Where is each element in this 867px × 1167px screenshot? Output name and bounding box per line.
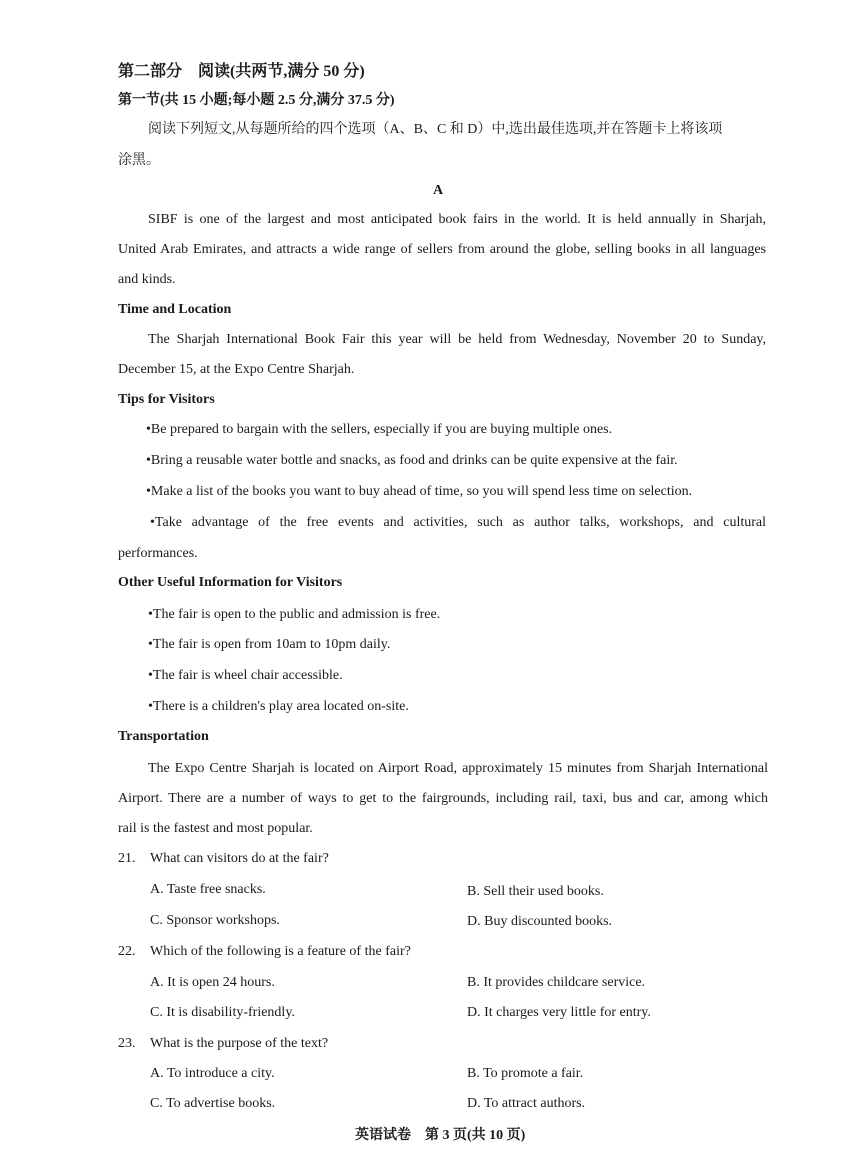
tip-item-2: •Bring a reusable water bottle and snacks, as food and drinks can be quite expensive at the fair. (146, 453, 678, 468)
question-21-option-d[interactable]: D. Buy discounted books. (467, 914, 613, 929)
heading-time-location: Time and Location (118, 302, 232, 317)
info-item-4: •There is a children's play area located on-site. (148, 699, 409, 714)
intro-line-2: United Arab Emirates, and attracts a wide range of sellers from around the globe, selling books in all languages (118, 242, 766, 257)
tip-item-4: •Take advantage of the free events and activities, such as author talks, workshops, and cultural (150, 515, 766, 530)
transport-line-1: The Expo Centre Sharjah is located on Airport Road, approximately 15 minutes from Sharjah International (148, 761, 768, 776)
question-22-option-c[interactable]: C. It is disability-friendly. (150, 1005, 295, 1020)
question-23-option-d[interactable]: D. To attract authors. (467, 1096, 586, 1111)
question-22-option-a[interactable]: A. It is open 24 hours. (150, 975, 275, 990)
transport-line-2: Airport. There are a number of ways to get to the fairgrounds, including rail, taxi, bus and car, among which (118, 791, 768, 806)
info-item-1: •The fair is open to the public and admission is free. (148, 607, 441, 622)
question-21-option-a[interactable]: A. Taste free snacks. (150, 882, 266, 897)
question-21-stem: What can visitors do at the fair? (150, 851, 329, 866)
info-item-2: •The fair is open from 10am to 10pm daily. (148, 637, 391, 652)
part-title: 第二部分 阅读(共两节,满分 50 分) (118, 63, 365, 80)
question-21-option-b[interactable]: B. Sell their used books. (467, 884, 604, 899)
tip-item-3: •Make a list of the books you want to buy ahead of time, so you will spend less time on selection. (146, 484, 693, 499)
question-22-number: 22. (118, 944, 136, 959)
time-line-2: December 15, at the Expo Centre Sharjah. (118, 362, 355, 377)
time-line-1: The Sharjah International Book Fair this year will be held from Wednesday, November 20 to Sunday, (148, 332, 766, 347)
section-title: 第一节(共 15 小题;每小题 2.5 分,满分 37.5 分) (118, 93, 395, 108)
question-21-option-c[interactable]: C. Sponsor workshops. (150, 913, 280, 928)
info-item-3: •The fair is wheel chair accessible. (148, 668, 343, 683)
passage-label: A (433, 183, 444, 198)
question-23-option-b[interactable]: B. To promote a fair. (467, 1066, 584, 1081)
question-22-option-d[interactable]: D. It charges very little for entry. (467, 1005, 651, 1020)
heading-other-info: Other Useful Information for Visitors (118, 575, 343, 590)
heading-tips: Tips for Visitors (118, 392, 215, 407)
instruction-line-1: 阅读下列短文,从每题所给的四个选项（A、B、C 和 D）中,选出最佳选项,并在答题卡上将该项 (148, 122, 723, 137)
page-footer: 英语试卷 第 3 页(共 10 页) (355, 1128, 526, 1143)
intro-line-1: SIBF is one of the largest and most anticipated book fairs in the world. It is held annually in Sharjah, (148, 212, 766, 227)
instruction-line-2: 涂黑。 (118, 153, 160, 168)
question-21-number: 21. (118, 851, 136, 866)
intro-line-3: and kinds. (118, 272, 176, 287)
question-22-stem: Which of the following is a feature of the fair? (150, 944, 411, 959)
tip-item-4-cont: performances. (118, 546, 198, 561)
transport-line-3: rail is the fastest and most popular. (118, 821, 313, 836)
question-23-number: 23. (118, 1036, 136, 1051)
tip-item-1: •Be prepared to bargain with the sellers, especially if you are buying multiple ones. (146, 422, 613, 437)
question-23-option-a[interactable]: A. To introduce a city. (150, 1066, 275, 1081)
question-23-option-c[interactable]: C. To advertise books. (150, 1096, 276, 1111)
question-23-stem: What is the purpose of the text? (150, 1036, 329, 1051)
question-22-option-b[interactable]: B. It provides childcare service. (467, 975, 646, 990)
heading-transportation: Transportation (118, 729, 209, 744)
